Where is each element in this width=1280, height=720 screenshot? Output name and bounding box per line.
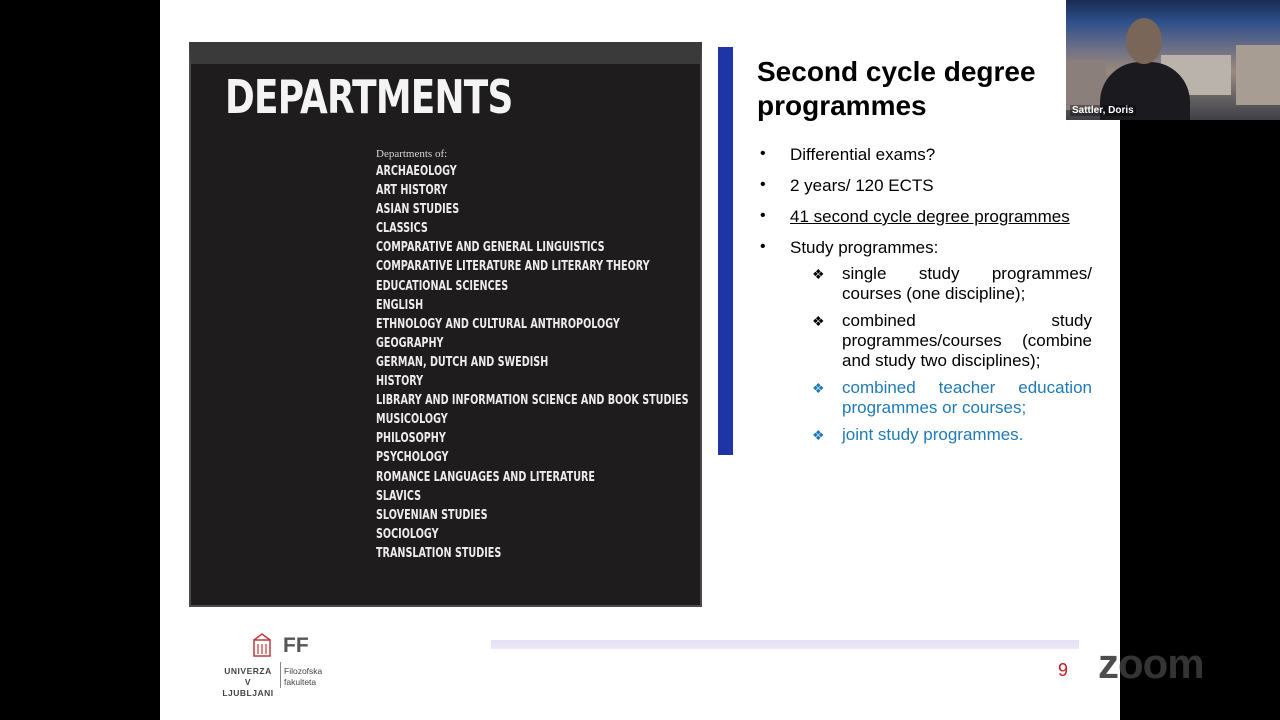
department-item: SLAVICS [376, 488, 422, 504]
department-item: COMPARATIVE AND GENERAL LINGUISTICS [376, 240, 605, 256]
bullet-dot-icon: • [760, 176, 766, 193]
department-item: ART HISTORY [376, 183, 448, 199]
sub-bullet-item [812, 378, 1092, 418]
sub-bullet-text: joint study programmes. [842, 425, 1024, 444]
department-item: GERMAN, DUTCH AND SWEDISH [376, 354, 549, 370]
participant-video-tile[interactable] [1066, 0, 1280, 120]
department-item: HISTORY [376, 374, 424, 390]
diamond-bullet-icon: ❖ [812, 266, 825, 282]
department-item: COMPARATIVE LITERATURE AND LITERARY THEORY [376, 259, 650, 275]
department-item: ROMANCE LANGUAGES AND LITERATURE [376, 469, 596, 485]
bullet-text: Study programmes: [790, 238, 939, 257]
departments-list [376, 162, 798, 563]
bullet-list [760, 144, 1092, 455]
sub-bullet-list [790, 264, 1092, 445]
bullet-dot-icon: • [760, 238, 766, 255]
department-item: ETHNOLOGY AND CULTURAL ANTHROPOLOGY [376, 316, 620, 332]
faculty-name [284, 666, 322, 688]
sub-bullet-item [812, 264, 1092, 304]
department-item: SOCIOLOGY [376, 526, 439, 542]
bullet-item [760, 175, 1092, 196]
background-building [1236, 45, 1280, 105]
bullet-item [760, 237, 1092, 445]
faculty-name-line: Filozofska [284, 666, 323, 676]
university-name-line: V LJUBLJANI [222, 677, 274, 698]
university-logo [218, 632, 338, 698]
department-item: MUSICOLOGY [376, 412, 448, 428]
participant-name-label: Sattler, Doris [1072, 105, 1134, 116]
departments-image [189, 42, 702, 607]
department-item: PSYCHOLOGY [376, 450, 449, 466]
department-item: ASIAN STUDIES [376, 202, 460, 218]
university-emblem-icon [252, 632, 272, 658]
bullet-dot-icon: • [760, 145, 766, 162]
diamond-bullet-icon: ❖ [812, 313, 825, 329]
department-item: PHILOSOPHY [376, 431, 446, 447]
diamond-bullet-icon: ❖ [812, 380, 825, 396]
sub-bullet-text: combined teacher education programmes or courses; [842, 378, 1092, 417]
bullet-link-text[interactable]: 41 second cycle degree programmes [790, 207, 1070, 226]
bullet-text: 2 years/ 120 ECTS [790, 176, 934, 195]
faculty-name-line: fakulteta [284, 677, 317, 687]
accent-bar [718, 47, 733, 455]
bullet-text: Differential exams? [790, 145, 936, 164]
slide-title: Second cycle degree programmes [757, 56, 1036, 121]
logo-divider [280, 662, 281, 688]
university-name-line: UNIVERZA [224, 666, 272, 676]
participant-head [1126, 18, 1162, 64]
bullet-item-link[interactable] [760, 206, 1092, 227]
faculty-abbreviation: FF [283, 634, 309, 657]
departments-heading: DEPARTMENTS [225, 70, 513, 124]
presentation-slide [160, 0, 1120, 720]
bullet-item [760, 144, 1092, 165]
department-item: EDUCATIONAL SCIENCES [376, 278, 509, 294]
university-name [218, 666, 278, 699]
department-item: LIBRARY AND INFORMATION SCIENCE AND BOOK STUDIES [376, 393, 689, 409]
department-item: GEOGRAPHY [376, 335, 444, 351]
department-item: CLASSICS [376, 221, 428, 237]
department-item: TRANSLATION STUDIES [376, 545, 502, 561]
departments-caption: Departments of: [376, 148, 448, 160]
page-number: 9 [1058, 660, 1069, 680]
department-item: SLOVENIAN STUDIES [376, 507, 488, 523]
sub-bullet-text: single study programmes/ courses (one discipline); [842, 264, 1092, 303]
department-item: ENGLISH [376, 297, 424, 313]
zoom-watermark: zoom [1098, 640, 1204, 687]
sub-bullet-item [812, 425, 1092, 445]
bullet-dot-icon: • [760, 207, 766, 224]
department-item: ARCHAEOLOGY [376, 164, 457, 179]
footer-bar [491, 640, 1079, 649]
diamond-bullet-icon: ❖ [812, 427, 825, 443]
sub-bullet-item [812, 311, 1092, 371]
sub-bullet-text: combined study programmes/courses (combine and study two disciplines); [842, 311, 1092, 370]
